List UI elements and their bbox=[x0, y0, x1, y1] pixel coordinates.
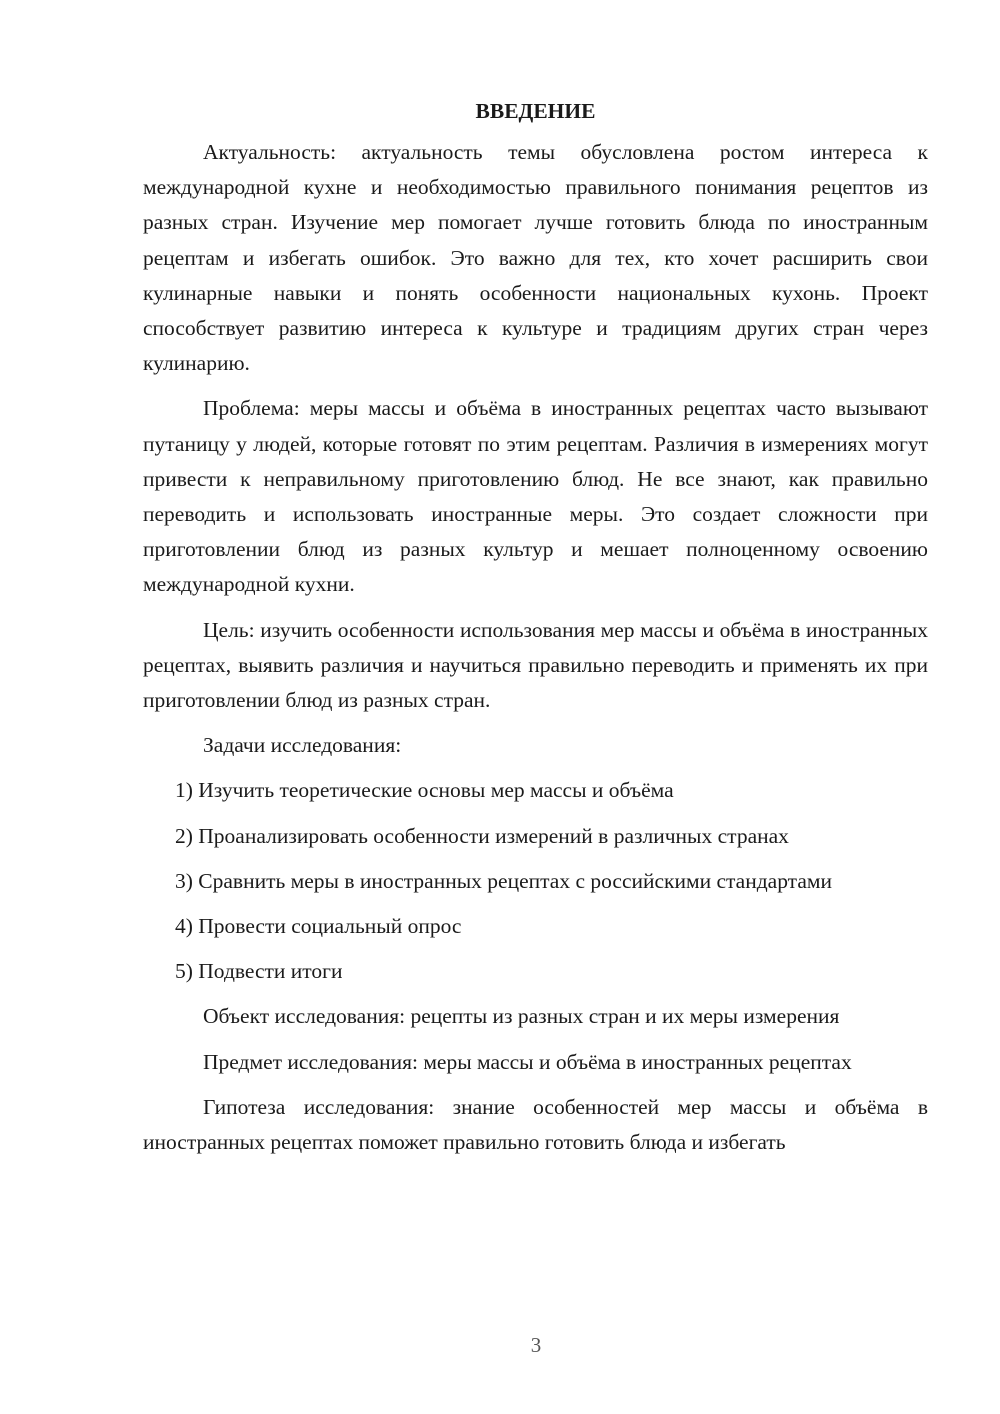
paragraph-subject: Предмет исследования: меры массы и объёма в иностранных рецептах bbox=[203, 1049, 852, 1074]
task-item-3: 3) Сравнить меры в иностранных рецептах с российскими стандартами bbox=[175, 868, 832, 893]
task-item-1: 1) Изучить теоретические основы мер массы и объёма bbox=[175, 778, 674, 803]
paragraph-hypothesis: Гипотеза исследования: знание особенностей мер массы и объёма в иностранных рецептах поможет правильно готовить блюда и избегать bbox=[143, 1094, 928, 1155]
task-item-2: 2) Проанализировать особенности измерений в различных странах bbox=[175, 823, 789, 848]
page-content bbox=[143, 96, 928, 1170]
paragraph-goal: Цель: изучить особенности использования мер массы и объёма в иностранных рецептах, выявить различия и научиться правильно переводить и применять их при приготовлении блюд из разных стран. bbox=[143, 617, 928, 713]
task-item-4: 4) Провести социальный опрос bbox=[175, 914, 462, 939]
paragraph-relevance: Актуальность: актуальность темы обусловлена ростом интереса к международной кухне и необходимостью правильного понимания рецептов из разных стран. Изучение мер помогает лучше готовить блюда по иностранным рецептам и избегать ошибок. Это важно для тех, кто хочет расширить свои кулинарные навыки и понять особенности национальных кухонь. Проект способствует развитию интереса к культуре и традициям других стран через кулинарию. bbox=[143, 140, 928, 376]
paragraph-problem: Проблема: меры массы и объёма в иностранных рецептах часто вызывают путаницу у людей, которые готовят по этим рецептам. Различия в измерениях могут привести к неправильному приготовлению блюд. Не все знают, как правильно переводить и использовать иностранные меры. Это создает сложности при приготовлении блюд из разных культур и мешает полноценному освоению международной кухни. bbox=[143, 396, 928, 597]
page-number: 3 bbox=[530, 1333, 542, 1357]
task-item-5: 5) Подвести итоги bbox=[175, 959, 343, 984]
paragraph-tasks-heading: Задачи исследования: bbox=[203, 733, 402, 758]
paragraph-object: Объект исследования: рецепты из разных стран и их меры измерения bbox=[203, 1004, 840, 1029]
section-title: ВВЕДЕНИЕ bbox=[475, 99, 596, 123]
